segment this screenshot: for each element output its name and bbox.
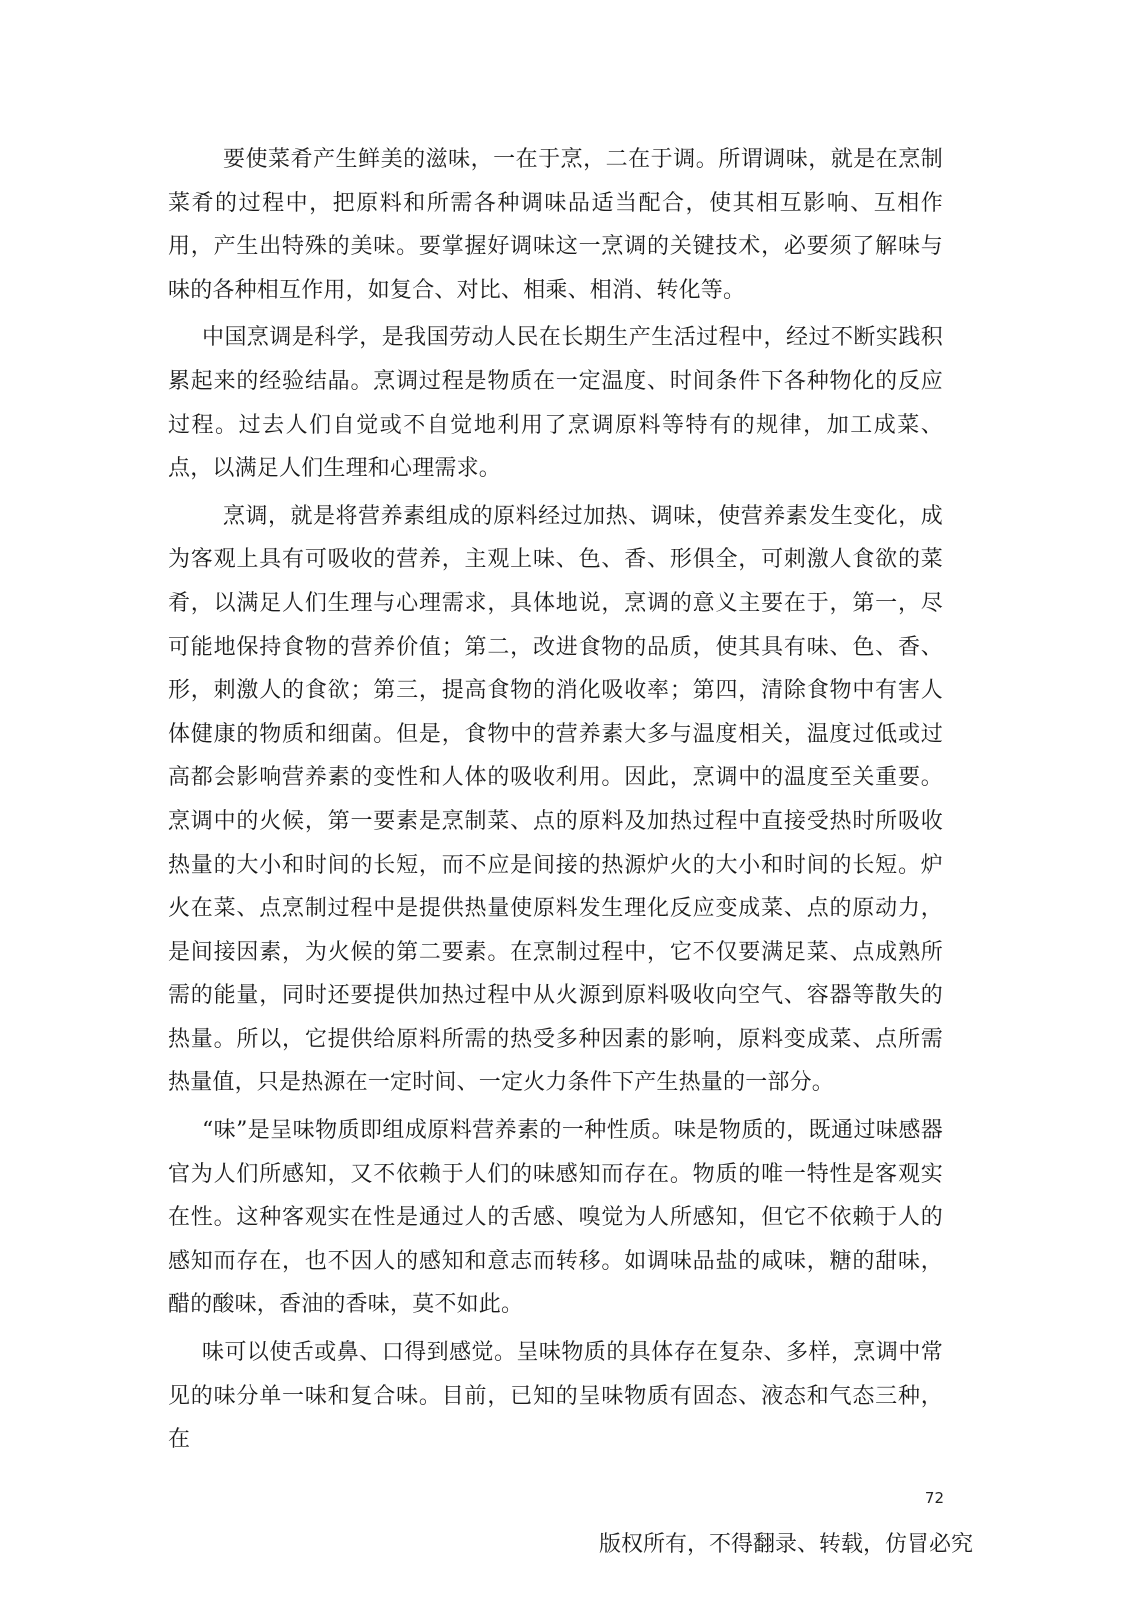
paragraph-taste-perception: 味可以使舌或鼻、口得到感觉。呈味物质的具体存在复杂、多样，烹调中常见的味分单一味和复合味。目前，已知的呈味物质有固态、液态和气态三种，在 [168, 1340, 943, 1453]
paragraph-taste-nature: “味”是呈味物质即组成原料营养素的一种性质。味是物质的，既通过味感器官为人们所感知，又不依赖于人们的味感知而存在。物质的唯一特性是客观实在性。这种客观实在性是通过人的舌感、嗅觉为人所感知，但它不依赖于人的感知而存在，也不因人的感知和意志而转移。如调味品盐的咸味，糖的甜味，醋的酸味，香油的香味，莫不如此。 [168, 1118, 943, 1318]
paragraph-cooking-definition: 烹调，就是将营养素组成的原料经过加热、调味，使营养素发生变化，成为客观上具有可吸收的营养，主观上味、色、香、形俱全，可刺激人食欲的菜肴，以满足人们生理与心理需求，具体地说，烹调的意义主要在于，第一，尽可能地保持食物的营养价值；第二，改进食物的品质，使其具有味、色、香、形，刺激人的食欲；第三，提高食物的消化吸收率；第四，清除食物中有害人体健康的物质和细菌。但是，食物中的营养素大多与温度相关，温度过低或过高都会影响营养素的变性和人体的吸收利用。因此，烹调中的温度至关重要。烹调中的火候，第一要素是烹制菜、点的原料及加热过程中直接受热时所吸收热量的大小和时间的长短，而不应是间接的热源炉火的大小和时间的长短。炉火在菜、点烹制过程中是提供热量使原料发生理化反应变成菜、点的原动力，是间接因素，为火候的第二要素。在烹制过程中，它不仅要满足菜、点成熟所需的能量，同时还要提供加热过程中从火源到原料吸收向空气、容器等散失的热量。所以，它提供给原料所需的热受多种因素的影响，原料变成菜、点所需热量值，只是热源在一定时间、一定火力条件下产生热量的一部分。 [168, 503, 943, 1096]
copyright-notice: 版权所有，不得翻录、转载，仿冒必究 [598, 1532, 973, 1557]
paragraph-seasoning-intro: 要使菜肴产生鲜美的滋味，一在于烹，二在于调。所谓调味，就是在烹制菜肴的过程中，把原料和所需各种调味品适当配合，使其相互影响、互相作用，产生出特殊的美味。要掌握好调味这一烹调的关键技术，必要须了解味与味的各种相互作用，如复合、对比、相乘、相消、转化等。 [168, 147, 943, 303]
paragraph-chinese-cooking-science: 中国烹调是科学，是我国劳动人民在长期生产生活过程中，经过不断实践积累起来的经验结晶。烹调过程是物质在一定温度、时间条件下各种物化的反应过程。过去人们自觉或不自觉地利用了烹调原料等特有的规律，加工成菜、点，以满足人们生理和心理需求。 [168, 325, 943, 482]
page-number: 72 [924, 1489, 944, 1507]
body-text [168, 138, 943, 1462]
